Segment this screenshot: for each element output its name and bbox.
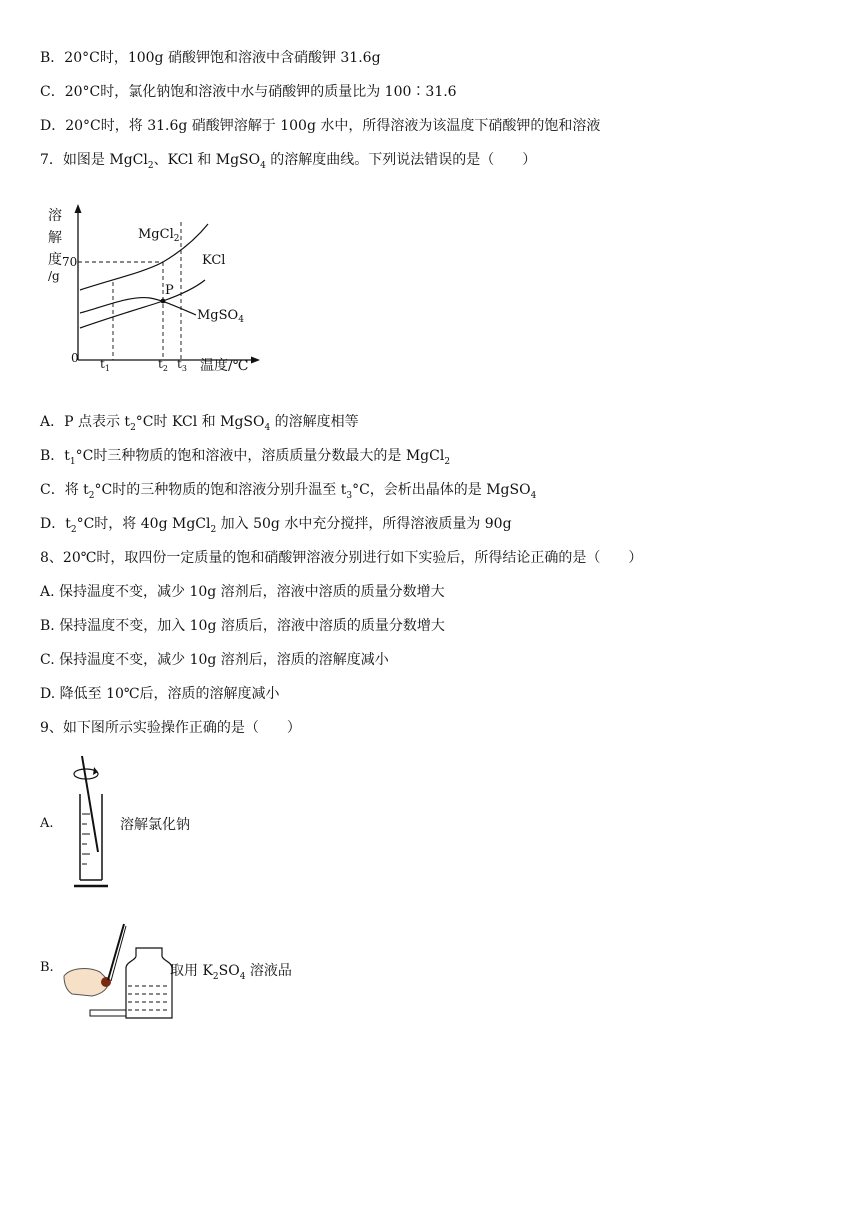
text: °C时，将 40g MgCl	[76, 516, 211, 532]
subscript: 2	[210, 524, 217, 535]
q9-option-a-caption: 溶解氯化钠	[120, 817, 190, 833]
q7-stem-part: 、KCl 和 MgSO	[153, 152, 261, 168]
label-text: MgSO	[197, 308, 239, 323]
q7-option-c	[40, 480, 536, 506]
reagent-bottle	[126, 948, 172, 1018]
q6-option-b: B．20°C时，100g 硝酸钾饱和溶液中含硝酸钾 31.6g	[40, 50, 381, 66]
bottle-stopper	[90, 1010, 126, 1016]
subscript: 4	[239, 971, 246, 982]
text: C．将 t	[40, 482, 89, 498]
q9-option-b-label: B.	[40, 960, 54, 975]
q8-option-c: C. 保持温度不变，减少 10g 溶剂后，溶质的溶解度减小	[40, 652, 389, 668]
subscript: 2	[70, 524, 77, 535]
y-tick-70: 70	[62, 255, 78, 269]
tick-text: t	[158, 357, 163, 371]
x-axis-label: 温度/℃	[200, 358, 249, 374]
p-label: P	[165, 283, 174, 298]
subscript: 2	[147, 160, 154, 171]
kcl-curve	[80, 280, 205, 328]
mgso4-label	[197, 308, 244, 325]
q8-option-b: B. 保持温度不变，加入 10g 溶质后，溶液中溶质的质量分数增大	[40, 618, 445, 634]
text: A．P 点表示 t	[40, 414, 131, 430]
q9-option-a-label: A.	[40, 816, 54, 831]
q7-stem-part: 的溶解度曲线。下列说法错误的是（ ）	[265, 152, 537, 168]
subscript: 1	[69, 456, 76, 467]
q8-stem: 8、20℃时，取四份一定质量的饱和硝酸钾溶液分别进行如下实验后，所得结论正确的是（ ）	[40, 550, 643, 566]
q6-option-c: C．20°C时，氯化钠饱和溶液中水与硝酸钾的质量比为 100∶31.6	[40, 84, 457, 100]
text: SO	[218, 963, 240, 979]
tick-text: t	[100, 357, 105, 371]
text: °C时三种物质的饱和溶液中，溶质质量分数最大的是 MgCl	[75, 448, 445, 464]
graduated-cylinder-illustration	[68, 752, 120, 894]
text: D．t	[40, 516, 71, 532]
tick-subscript: 3	[181, 364, 187, 373]
subscript: 2	[212, 971, 219, 982]
q7-option-b	[40, 446, 450, 472]
y-axis-arrow	[75, 204, 82, 213]
subscript: 2	[88, 490, 95, 501]
x-axis-arrow	[251, 357, 260, 364]
text: °C，会析出晶体的是 MgSO	[352, 482, 531, 498]
q8-option-a: A. 保持温度不变，减少 10g 溶剂后，溶液中溶质的质量分数增大	[40, 584, 445, 600]
mgcl2-label	[138, 227, 179, 244]
subscript: 2	[130, 422, 136, 433]
q9-stem: 9、如下图所示实验操作正确的是（ ）	[40, 720, 301, 736]
text: 加入 50g 水中充分搅拌，所得溶液质量为 90g	[216, 516, 512, 532]
text: 的溶解度相等	[270, 414, 359, 430]
text: °C时的三种物质的饱和溶液分别升温至 t	[94, 482, 347, 498]
tick-subscript: 2	[162, 364, 168, 373]
solubility-curve-chart	[40, 200, 270, 382]
subscript: 2	[444, 456, 451, 467]
kcl-label: KCl	[202, 253, 226, 268]
text: 取用 K	[170, 963, 213, 979]
arrowhead	[93, 767, 98, 775]
mgso4-curve	[80, 298, 196, 315]
text: 溶液品	[245, 963, 292, 979]
subscript: 3	[346, 490, 353, 501]
y-axis-label-4: /g	[48, 269, 60, 283]
y-axis-label-1: 溶	[48, 208, 62, 224]
text: B．t	[40, 448, 70, 464]
y-axis-label-2: 解	[48, 230, 62, 246]
q7-option-a	[40, 412, 359, 438]
dropper-bulb	[101, 977, 111, 987]
label-subscript: 2	[173, 234, 180, 244]
q7-stem-part: 7．如图是 MgCl	[40, 152, 148, 168]
subscript: 4	[264, 422, 271, 433]
subscript: 4	[530, 490, 537, 501]
q8-option-d: D. 降低至 10℃后，溶质的溶解度减小	[40, 686, 280, 702]
label-subscript: 4	[238, 315, 244, 325]
dropper-bottle-illustration	[62, 920, 174, 1026]
dropper-tube	[108, 924, 124, 980]
q6-option-d: D．20°C时，将 31.6g 硝酸钾溶解于 100g 水中，所得溶液为该温度下硝酸钾的饱和溶液	[40, 118, 601, 134]
q7-stem	[40, 150, 536, 176]
q7-option-d	[40, 514, 512, 540]
point-p	[161, 299, 166, 304]
subscript: 4	[260, 160, 266, 171]
tick-text: t	[177, 357, 182, 371]
dropper-tube-edge	[111, 926, 126, 981]
text: °C时 KCl 和 MgSO	[135, 414, 265, 430]
y-axis-label-3: 度	[48, 252, 62, 268]
label-text: MgCl	[138, 227, 174, 242]
q9-option-b-caption	[170, 960, 292, 982]
origin-label: 0	[71, 351, 79, 365]
tick-subscript: 1	[104, 364, 110, 373]
